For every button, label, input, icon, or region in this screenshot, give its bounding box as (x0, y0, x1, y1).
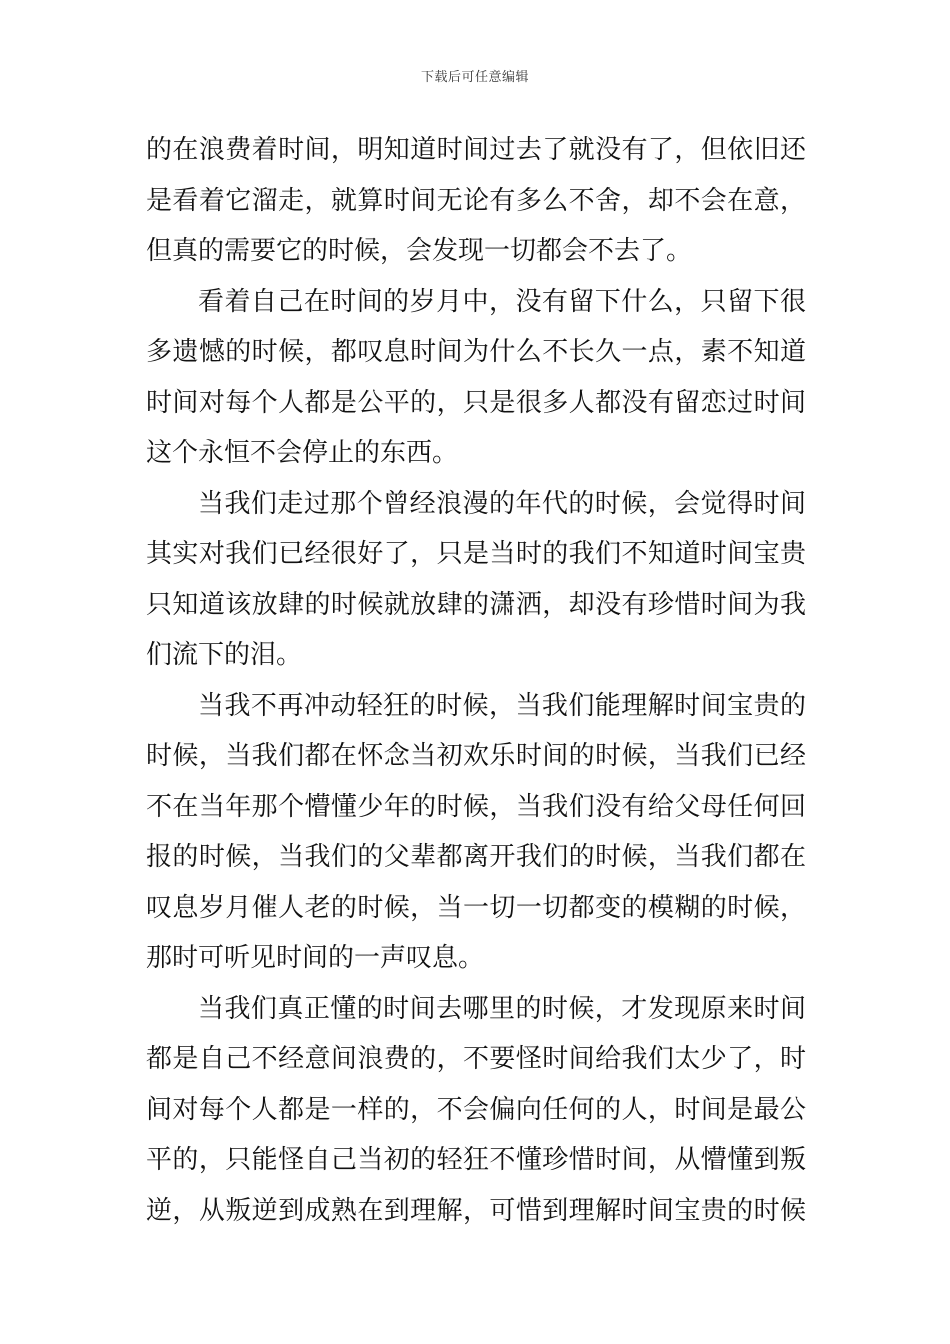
text-line: 不在当年那个懵懂少年的时候，当我们没有给父母任何回 (146, 791, 806, 822)
text-line: 平的，只能怪自己当初的轻狂不懂珍惜时间，从懵懂到叛 (146, 1145, 806, 1175)
text-line: 时间对每个人都是公平的，只是很多人都没有留恋过时间 (146, 387, 806, 418)
text-line: 只知道该放肆的时候就放肆的潇洒，却没有珍惜时间为我 (146, 589, 806, 620)
text-line: 逆，从叛逆到成熟在到理解，可惜到理解时间宝贵的时候 (146, 1195, 806, 1226)
text-line: 都是自己不经意间浪费的，不要怪时间给我们太少了，时 (146, 1044, 806, 1074)
text-line: 看着自己在时间的岁月中，没有留下什么，只留下很 (198, 286, 806, 317)
text-line: 当我们走过那个曾经浪漫的年代的时候，会觉得时间 (198, 488, 806, 519)
paragraph-4 (146, 681, 806, 984)
paragraph-5 (146, 984, 806, 1237)
paragraph-3 (146, 479, 806, 681)
text-line: 叹息岁月催人老的时候，当一切一切都变的模糊的时候， (146, 892, 806, 923)
text-line: 但真的需要它的时候，会发现一切都会不去了。 (146, 236, 693, 266)
text-line: 这个永恒不会停止的东西。 (146, 438, 459, 468)
text-line: 其实对我们已经很好了，只是当时的我们不知道时间宝贵 (146, 539, 806, 569)
document-body (146, 125, 806, 1236)
text-line: 多遗憾的时候，都叹息时间为什么不长久一点，素不知道 (146, 337, 806, 367)
text-line: 间对每个人都是一样的，不会偏向任何的人，时间是最公 (146, 1094, 806, 1125)
text-line: 是看着它溜走，就算时间无论有多么不舍，却不会在意， (146, 185, 806, 216)
paragraph-1 (146, 125, 806, 277)
text-line: 当我不再冲动轻狂的时候，当我们能理解时间宝贵的 (198, 690, 806, 721)
text-line: 时候，当我们都在怀念当初欢乐时间的时候，当我们已经 (146, 741, 806, 771)
page-header-note: 下载后可任意编辑 (420, 70, 529, 85)
text-line: 当我们真正懂的时间去哪里的时候，才发现原来时间 (198, 993, 806, 1024)
text-line: 们流下的泪。 (146, 640, 303, 670)
text-line: 报的时候，当我们的父辈都离开我们的时候，当我们都在 (146, 842, 806, 872)
paragraph-2 (146, 277, 806, 479)
text-line: 那时可听见时间的一声叹息。 (146, 943, 485, 973)
text-line: 的在浪费着时间，明知道时间过去了就没有了，但依旧还 (146, 135, 806, 165)
